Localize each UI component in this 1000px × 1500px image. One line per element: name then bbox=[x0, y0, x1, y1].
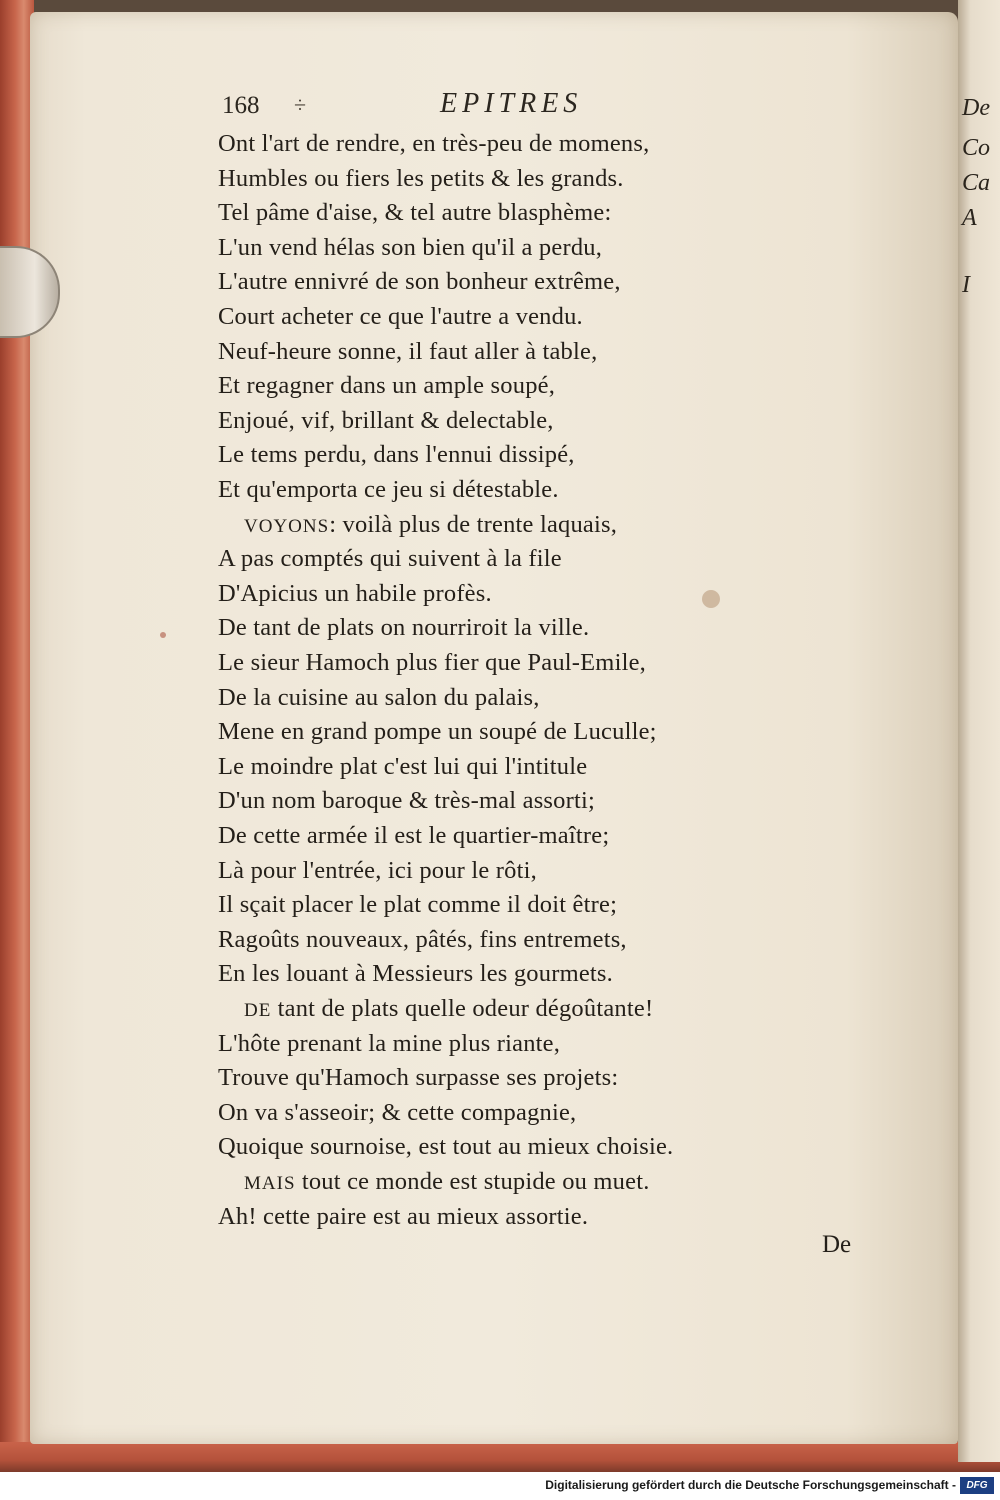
next-page-fragment: Co bbox=[962, 135, 991, 161]
dfg-logo: DFG bbox=[960, 1477, 994, 1494]
running-header bbox=[222, 88, 642, 132]
next-page-sliver bbox=[958, 0, 1000, 1462]
verse-line: Ragoûts nouveaux, pâtés, fins entremets, bbox=[218, 925, 627, 953]
verse-line: De tant de plats on nourriroit la ville. bbox=[218, 614, 590, 642]
verse-line: De cette armée il est le quartier-maître; bbox=[218, 822, 610, 849]
book-edge-bottom bbox=[0, 1442, 1000, 1472]
verse-rest: : voilà plus de trente laquais, bbox=[329, 510, 618, 538]
verse-line: Et regagner dans un ample soupé, bbox=[218, 372, 556, 400]
verse-line: Il sçait placer le plat comme il doit être; bbox=[218, 891, 618, 919]
verse-line bbox=[244, 995, 653, 1023]
verse-rest: tant de plats quelle odeur dégoûtante! bbox=[271, 995, 654, 1022]
verse-line: L'autre ennivré de son bonheur extrême, bbox=[218, 268, 621, 296]
small-caps-lead: DE bbox=[244, 1000, 272, 1021]
verse-line bbox=[244, 1168, 650, 1196]
verse-line: Là pour l'entrée, ici pour le rôti, bbox=[218, 856, 537, 884]
small-caps-lead: MAIS bbox=[244, 1173, 296, 1194]
verse-line: On va s'asseoir; & cette compagnie, bbox=[218, 1098, 577, 1126]
verse-line: Le tems perdu, dans l'ennui dissipé, bbox=[218, 441, 575, 469]
verse-line: De la cuisine au salon du palais, bbox=[218, 683, 540, 711]
page-number: 168 bbox=[222, 92, 260, 119]
verse-line: Le sieur Hamoch plus fier que Paul-Emile, bbox=[218, 649, 646, 676]
verse-line: Tel pâme d'aise, & tel autre blasphème: bbox=[218, 199, 612, 227]
verse-line: Ont l'art de rendre, en très-peu de momens, bbox=[218, 130, 650, 157]
verse-line: Quoique sournoise, est tout au mieux choisie. bbox=[218, 1133, 674, 1161]
verse-line: Et qu'emporta ce jeu si détestable. bbox=[218, 476, 559, 503]
verse-line: D'un nom baroque & très-mal assorti; bbox=[218, 787, 595, 815]
running-title: EPITRES bbox=[440, 88, 583, 119]
verse-rest: tout ce monde est stupide ou muet. bbox=[295, 1168, 650, 1195]
verse-line: Court acheter ce que l'autre a vendu. bbox=[218, 303, 583, 330]
verse-line: Le moindre plat c'est lui qui l'intitule bbox=[218, 752, 588, 780]
verse-line: Enjoué, vif, brillant & delectable, bbox=[218, 406, 554, 434]
verse-line: Ah! cette paire est au mieux assortie. bbox=[218, 1202, 589, 1230]
verse-line: En les louant à Messieurs les gourmets. bbox=[218, 960, 613, 988]
foxing-stain bbox=[160, 632, 166, 638]
verse-line: L'un vend hélas son bien qu'il a perdu, bbox=[218, 233, 603, 261]
header-ornament: ÷ bbox=[294, 92, 307, 117]
digitization-footer bbox=[0, 1472, 1000, 1500]
small-caps-lead: VOYONS bbox=[244, 515, 330, 537]
next-page-fragment: A bbox=[962, 205, 977, 231]
verse-line: Trouve qu'Hamoch surpasse ses projets: bbox=[218, 1064, 619, 1092]
verse-line: A pas comptés qui suivent à la file bbox=[218, 545, 562, 573]
verse-line: Neuf-heure sonne, il faut aller à table, bbox=[218, 337, 598, 365]
next-page-fragment: I bbox=[962, 272, 970, 298]
next-page-fragment: Ca bbox=[962, 170, 991, 196]
verse-line bbox=[244, 511, 617, 539]
foxing-stain bbox=[702, 590, 720, 608]
book-edge-left bbox=[0, 0, 34, 1472]
catchword: De bbox=[822, 1231, 852, 1258]
funding-credit: Digitalisierung gefördert durch die Deutsche Forschungsgemeinschaft - bbox=[545, 1478, 956, 1492]
verse-line: L'hôte prenant la mine plus riante, bbox=[218, 1029, 561, 1057]
verse-line: Humbles ou fiers les petits & les grands. bbox=[218, 164, 624, 192]
verse-line: Mene en grand pompe un soupé de Luculle; bbox=[218, 718, 657, 746]
verse-line: D'Apicius un habile profès. bbox=[218, 579, 492, 607]
next-page-fragment: De bbox=[962, 95, 990, 121]
